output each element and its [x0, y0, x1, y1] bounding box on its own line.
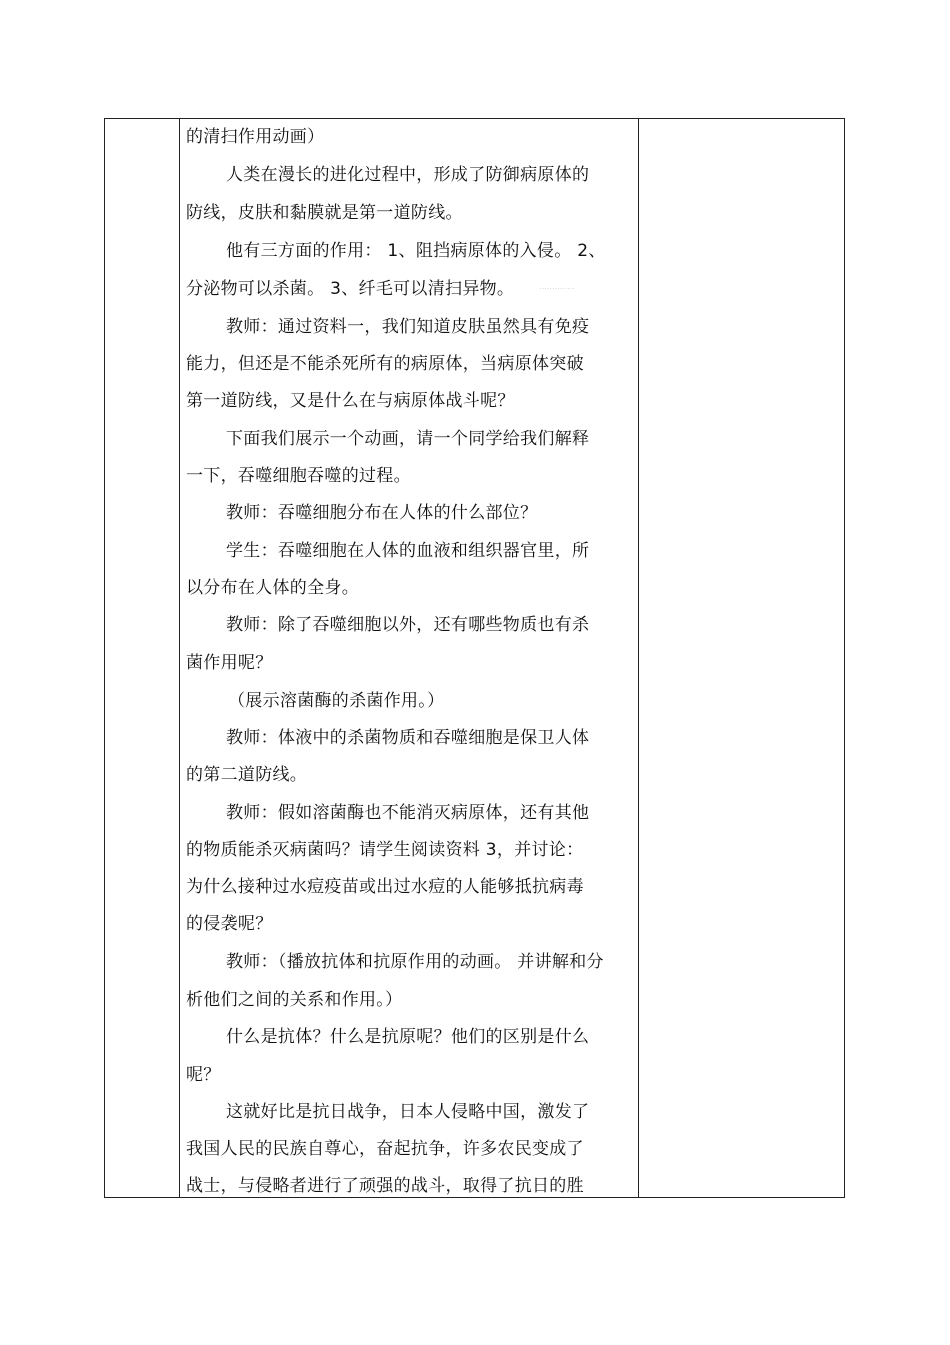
text-line: 的第二道防线。: [186, 765, 308, 785]
text-line: 的侵袭呢？: [186, 914, 273, 934]
faint-annotation: · · · · · · · · · · · · · ·: [540, 286, 575, 291]
text-line: 战士，与侵略者进行了顽强的战斗，取得了抗日的胜: [186, 1176, 584, 1196]
text-line: 教师：假如溶菌酶也不能消灭病原体，还有其他: [226, 803, 590, 823]
text-line: 第一道防线，又是什么在与病原体战斗呢？: [186, 391, 515, 411]
text-line: 教师：体液中的杀菌物质和吞噬细胞是保卫人体: [226, 728, 590, 748]
text-line: 为什么接种过水痘疫苗或出过水痘的人能够抵抗病毒: [186, 877, 584, 897]
text-line: 下面我们展示一个动画，请一个同学给我们解释: [226, 429, 590, 449]
text-line: 我国人民的民族自尊心，奋起抗争，许多农民变成了: [186, 1139, 584, 1159]
text-line: 教师：通过资料一，我们知道皮肤虽然具有免疫: [226, 317, 590, 337]
text-line: 这就好比是抗日战争，日本人侵略中国，激发了: [226, 1102, 590, 1122]
text-line: 教师：除了吞噬细胞以外，还有哪些物质也有杀: [226, 615, 590, 635]
text-line: 的物质能杀灭病菌吗？请学生阅读资料 3，并讨论：: [186, 840, 584, 860]
text-line: 他有三方面的作用： 1、阻挡病原体的入侵。 2、: [226, 241, 606, 261]
text-line: 呢？: [186, 1065, 221, 1085]
column-divider-left: [179, 119, 180, 1197]
text-line: 学生：吞噬细胞在人体的血液和组织器官里，所: [226, 541, 590, 561]
text-line: 析他们之间的关系和作用。）: [186, 990, 403, 1010]
column-divider-right: [638, 119, 639, 1197]
text-line: 一下，吞噬细胞吞噬的过程。: [186, 466, 411, 486]
text-line: 以分布在人体的全身。: [186, 578, 359, 598]
text-line: 什么是抗体？什么是抗原呢？他们的区别是什么: [226, 1027, 590, 1047]
text-line: 教师：（播放抗体和抗原作用的动画。 并讲解和分: [226, 952, 604, 972]
text-line: 菌作用呢？: [186, 653, 273, 673]
text-line: 教师：吞噬细胞分布在人体的什么部位？: [226, 503, 538, 523]
text-line: （展示溶菌酶的杀菌作用。）: [228, 691, 445, 711]
text-line: 人类在漫长的进化过程中，形成了防御病原体的: [226, 165, 590, 185]
text-line: 分泌物可以杀菌。 3、纤毛可以清扫异物。: [186, 279, 515, 299]
text-line: 的清扫作用动画）: [186, 127, 325, 147]
text-line: 防线，皮肤和黏膜就是第一道防线。: [186, 203, 463, 223]
text-line: 能力，但还是不能杀死所有的病原体，当病原体突破: [186, 354, 584, 374]
